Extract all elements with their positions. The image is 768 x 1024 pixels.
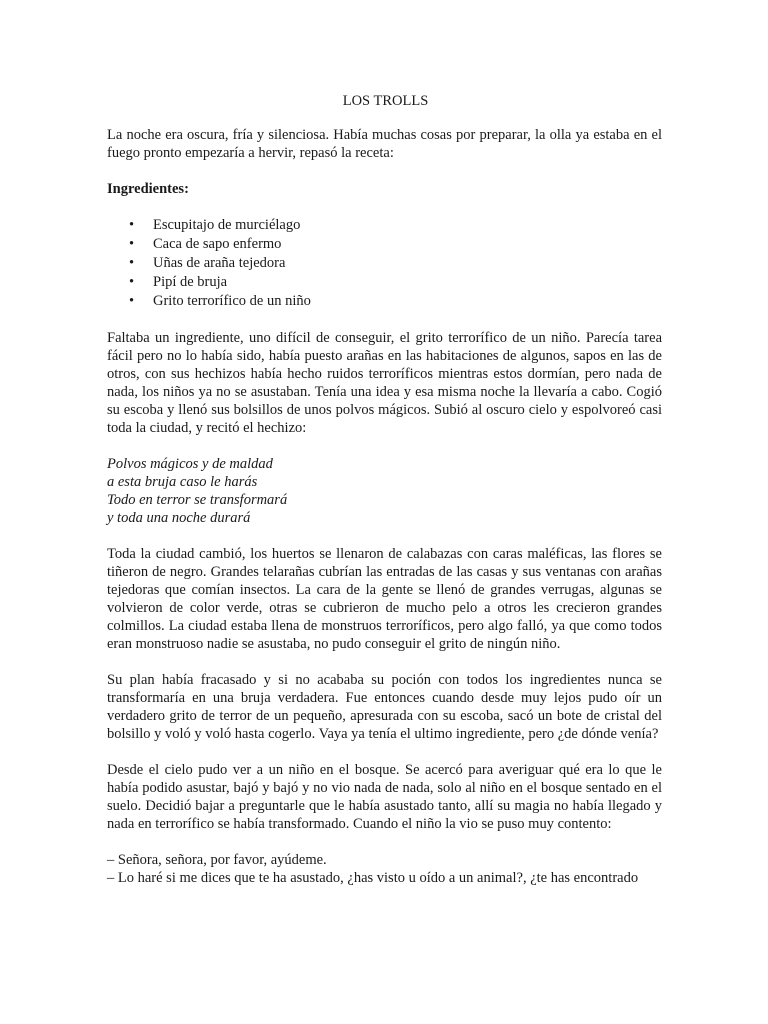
spell-line: Todo en terror se transformará bbox=[107, 492, 288, 508]
story-paragraph-1: Faltaba un ingrediente, uno difícil de conseguir, el grito terrorífico de un niño. Parecía tarea fácil pero no lo había sido, había puesto arañas en las habitaciones de algunos, sapos en las de otros, con sus hechizos había hecho ruidos terroríficos mientras estos dormían, pero nada de nada, los niños ya no se asustaban. Tenía una idea y esa misma noche la llevaría a cabo. Cogió su escoba y llenó sus bolsillos de unos polvos mágicos. Subió al oscuro cielo y espolvoreó casi toda la ciudad, y recitó el hechizo: bbox=[107, 330, 662, 436]
document-title: LOS TROLLS bbox=[342, 93, 429, 109]
spell-line: y toda una noche durará bbox=[107, 510, 251, 526]
story-paragraph-4: Desde el cielo pudo ver a un niño en el bosque. Se acercó para averiguar qué era lo que le había podido asustar, bajó y bajó y no vio nada de nada, solo al niño en el bosque sentado en el suelo. Decidió bajar a preguntarle que le había asustado tanto, allí su magia no había llegado y nada en terrorífico se había transformado. Cuando el niño la vio se puso muy contento: bbox=[107, 762, 662, 832]
spell-line: a esta bruja caso le harás bbox=[107, 474, 258, 490]
list-item: • Grito terrorífico de un niño bbox=[153, 292, 662, 311]
story-paragraph-3: Su plan había fracasado y si no acababa su poción con todos los ingredientes nunca se transformaría en una bruja verdadera. Fue entonces cuando desde muy lejos pudo oír un verdadero grito de terror de un pequeño, apresurada con su escoba, sacó un bote de cristal del bolsillo y voló y voló hasta cogerlo. Vaya ya tenía el ultimo ingrediente, pero ¿de dónde venía? bbox=[107, 672, 662, 742]
spell-verse bbox=[107, 455, 662, 527]
list-item: • Uñas de araña tejedora bbox=[153, 254, 662, 273]
ingredients-heading: Ingredientes: bbox=[107, 181, 189, 197]
dialogue-line: – Lo haré si me dices que te ha asustado, ¿has visto u oído a un animal?, ¿te has encontrado bbox=[107, 870, 639, 886]
spell-line: Polvos mágicos y de maldad bbox=[107, 456, 273, 472]
ingredients-list bbox=[107, 216, 662, 311]
dialogue-block bbox=[107, 851, 662, 887]
list-item: • Escupitajo de murciélago bbox=[153, 216, 662, 235]
intro-paragraph: La noche era oscura, fría y silenciosa. Había muchas cosas por preparar, la olla ya estaba en el fuego pronto empezaría a hervir, repasó la receta: bbox=[107, 127, 662, 161]
list-item: • Caca de sapo enfermo bbox=[153, 235, 662, 254]
story-paragraph-2: Toda la ciudad cambió, los huertos se llenaron de calabazas con caras maléficas, las flores se tiñeron de negro. Grandes telarañas cubrían las entradas de las casas y sus ventanas con arañas tejedoras que comían insectos. La cara de la gente se llenó de grandes verrugas, algunas se volvieron de color verde, otras se cubrieron de mucho pelo a otros les crecieron grandes colmillos. La ciudad estaba llena de monstruos terroríficos, pero algo falló, ya que como todos eran monstruoso nadie se asustaba, no pudo conseguir el grito de ningún niño. bbox=[107, 546, 662, 652]
document-body bbox=[107, 92, 662, 887]
list-item: • Pipí de bruja bbox=[153, 273, 662, 292]
dialogue-line: – Señora, señora, por favor, ayúdeme. bbox=[107, 852, 327, 868]
